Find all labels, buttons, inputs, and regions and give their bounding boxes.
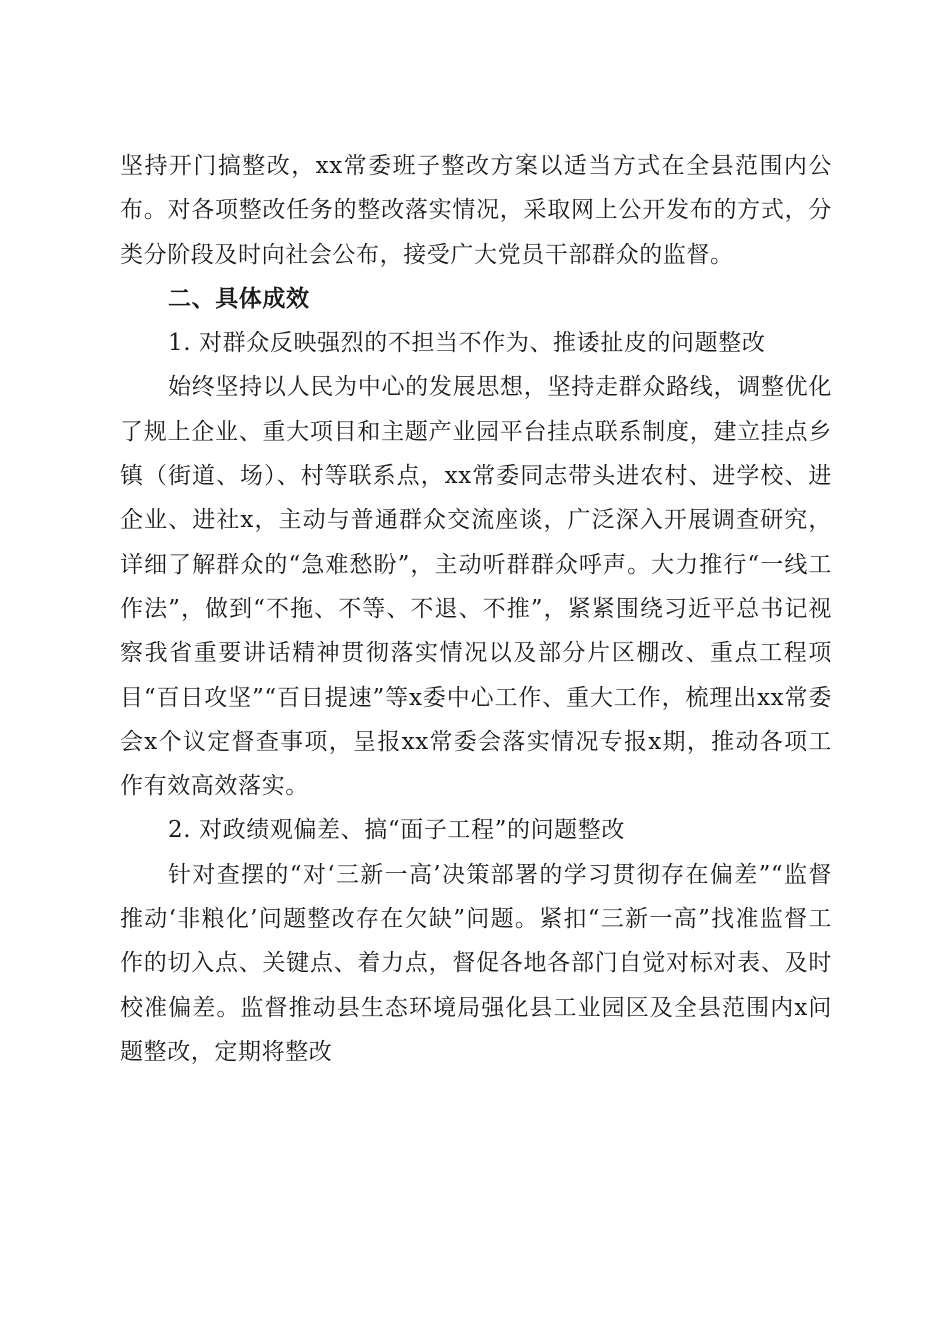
document-body [120,144,832,1074]
item-body-1: 始终坚持以人民为中心的发展思想，坚持走群众路线，调整优化了规上企业、重大项目和主题产业园平台挂点联系制度，建立挂点乡镇（街道、场）、村等联系点，xx常委同志带头进农村、进学校、进企业、进社x，主动与普通群众交流座谈，广泛深入开展调查研究，详细了解群众的“急难愁盼”，主动听群群众呼声。大力推行“一线工作法”，做到“不拖、不等、不退、不推”，紧紧围绕习近平总书记视察我省重要讲话精神贯彻落实情况以及部分片区棚改、重点工程项目“百日攻坚”“百日提速”等x委中心工作、重大工作，梳理出xx常委会x个议定督查事项，呈报xx常委会落实情况专报x期，推动各项工作有效高效落实。 [120,374,832,800]
item-heading-1: 1. 对群众反映强烈的不担当不作为、推诿扯皮的问题整改 [168,330,766,357]
paragraph-open-rectification: 坚持开门搞整改，xx常委班子整改方案以适当方式在全县范围内公布。对各项整改任务的整改落实情况，采取网上公开发布的方式，分类分阶段及时向社会公布，接受广大党员干部群众的监督。 [120,153,832,268]
item-body-2: 针对查摆的“对‘三新一高’决策部署的学习贯彻存在偏差”“监督推动‘非粮化’问题整改存在欠缺”问题。紧扣“三新一高”找准监督工作的切入点、关键点、着力点，督促各地各部门自觉对标对表、及时校准偏差。监督推动县生态环境局强化县工业园区及全县范围内x问题整改，定期将整改 [120,861,832,1065]
section-heading-specific-results: 二、具体成效 [168,285,310,312]
item-heading-2: 2. 对政绩观偏差、搞“面子工程”的问题整改 [168,817,625,844]
